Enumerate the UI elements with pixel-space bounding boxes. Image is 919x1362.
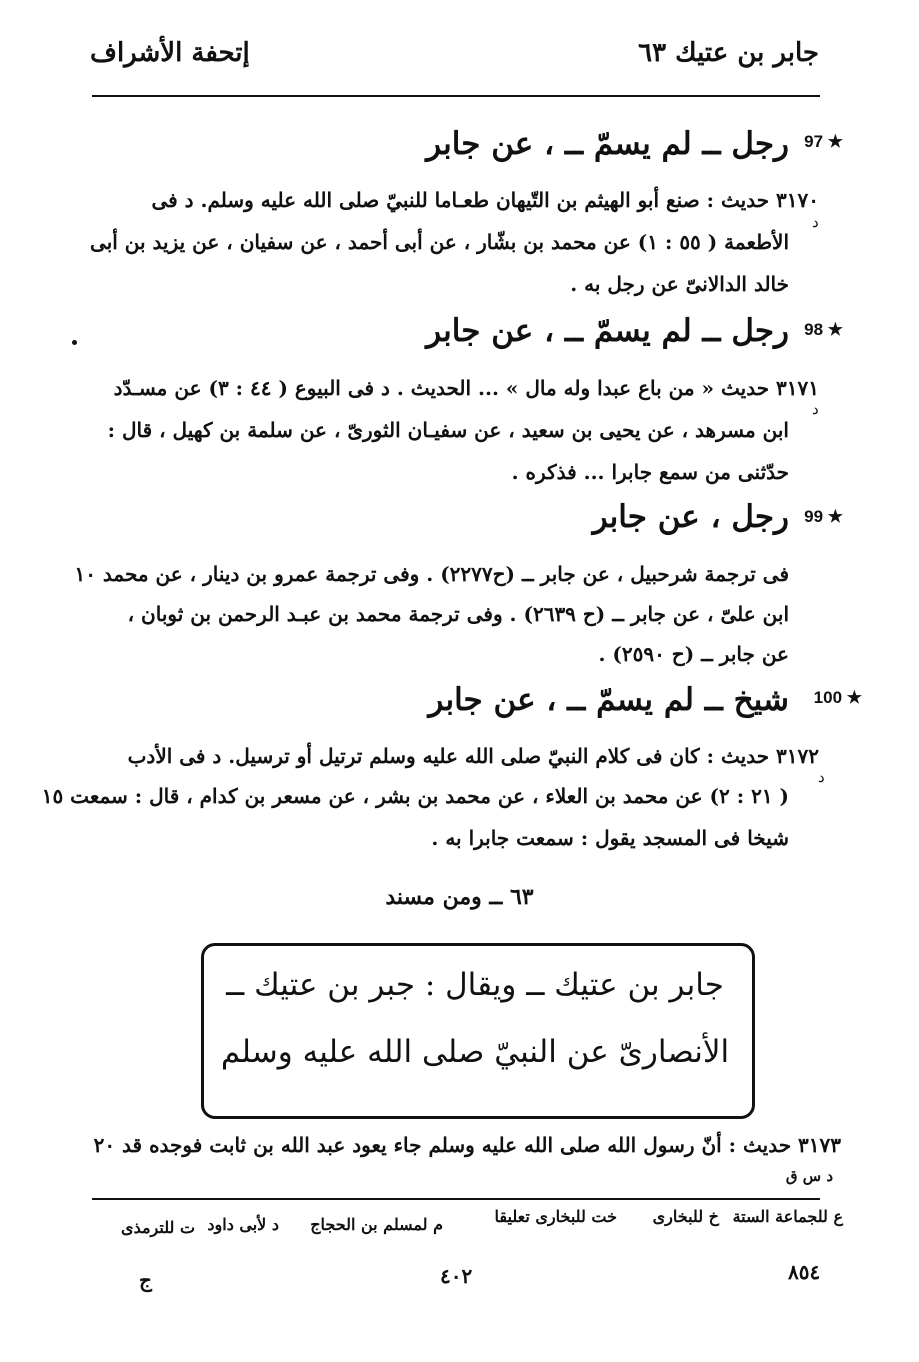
musnad-name-line: الأنصارىّ عن النبيّ صلى الله عليه وسلم — [220, 1034, 730, 1070]
abbrev-legend-item: م لمسلم بن الحجاج — [310, 1215, 443, 1234]
entry-line: ٣١٧٣ حديث : أنّ رسول الله صلى الله عليه وسلم جاء يعود عبد الله بن ثابت فوجده قد ٢٠ — [93, 1133, 841, 1157]
page-number-right: ٨٥٤ — [788, 1260, 821, 1284]
abbrev-legend-item: خت للبخارى تعليقا — [494, 1207, 617, 1226]
abbrev-legend-item: ع للجماعة الستة — [732, 1207, 843, 1226]
entry-line: ابن مسرهد ، عن يحيى بن سعيد ، عن سفيـان الثورىّ ، عن سلمة بن كهيل ، قال : — [107, 418, 789, 442]
musnad-name-line: جابر بن عتيك ــ ويقال : جبر بن عتيك ــ — [226, 967, 724, 1003]
signature-mark: ج — [139, 1268, 152, 1292]
abbrev-legend-item: ت للترمذى — [121, 1218, 195, 1237]
entry-number: 100 ★ — [813, 688, 862, 707]
side-mark: د — [812, 213, 819, 231]
entry-title: رجل ، عن جابر — [592, 499, 789, 535]
entry-line: خالد الدالانىّ عن رجل به . — [570, 272, 789, 296]
entry-line: عن جابر ــ (ح ٢٥٩٠) . — [598, 642, 789, 666]
entry-title: رجل ــ لم يسمّ ــ ، عن جابر — [426, 126, 789, 162]
footer-rule — [92, 1198, 820, 1200]
entry-line: ٣١٧٠ حديث : صنع أبو الهيثم بن التّيهان طعـاما للنبيّ صلى الله عليه وسلم. د فى — [151, 188, 819, 212]
abbrev-legend-item: خ للبخارى — [652, 1207, 719, 1226]
entry-line: ٣١٧١ حديث « من باع عبدا وله مال » ... الحديث . د فى البيوع ( ٤٤ : ٣) عن مسـدّد — [113, 376, 819, 400]
entry-line: حدّثنى من سمع جابرا ... فذكره . — [511, 460, 789, 484]
side-mark: د س ق — [785, 1167, 833, 1185]
entry-line: ابن علىّ ، عن جابر ــ (ح ٢٦٣٩) . وفى ترجمة محمد بن عبـد الرحمن بن ثوبان ، — [127, 602, 789, 626]
entry-title: رجل ــ لم يسمّ ــ ، عن جابر — [426, 313, 789, 349]
running-head-right: جابر بن عتيك ٦٣ — [638, 38, 819, 68]
entry-line: شيخا فى المسجد يقول : سمعت جابرا به . — [431, 826, 789, 850]
section-heading: ٦٣ ــ ومن مسند — [385, 884, 534, 910]
side-mark: د — [812, 400, 819, 418]
entry-line: الأطعمة ( ٥٥ : ١) عن محمد بن بشّار ، عن أبى أحمد ، عن سفيان ، عن يزيد بن أبى — [90, 230, 789, 254]
entry-number: 98 ★ — [804, 320, 843, 339]
side-mark: د — [818, 768, 825, 786]
entry-number: 99 ★ — [804, 507, 843, 526]
entry-line: فى ترجمة شرحبيل ، عن جابر ــ (ح٢٢٧٧) . وفى ترجمة عمرو بن دينار ، عن محمد ١٠ — [74, 562, 789, 586]
running-head-left: إتحفة الأشراف — [90, 38, 250, 68]
stray-dot — [72, 340, 77, 345]
entry-line: ٣١٧٢ حديث : كان فى كلام النبيّ صلى الله عليه وسلم ترتيل أو ترسيل. د فى الأدب — [127, 744, 819, 768]
entry-line: ( ٢١ : ٢) عن محمد بن العلاء ، عن محمد بن بشر ، عن مسعر بن كدام ، قال : سمعت ١٥ — [41, 784, 789, 808]
page-number-center: ٤٠٢ — [440, 1264, 473, 1288]
header-rule — [92, 95, 820, 97]
entry-number: 97 ★ — [804, 132, 843, 151]
abbrev-legend-item: د لأبى داود — [207, 1215, 279, 1234]
entry-title: شيخ ــ لم يسمّ ــ ، عن جابر — [428, 682, 789, 718]
